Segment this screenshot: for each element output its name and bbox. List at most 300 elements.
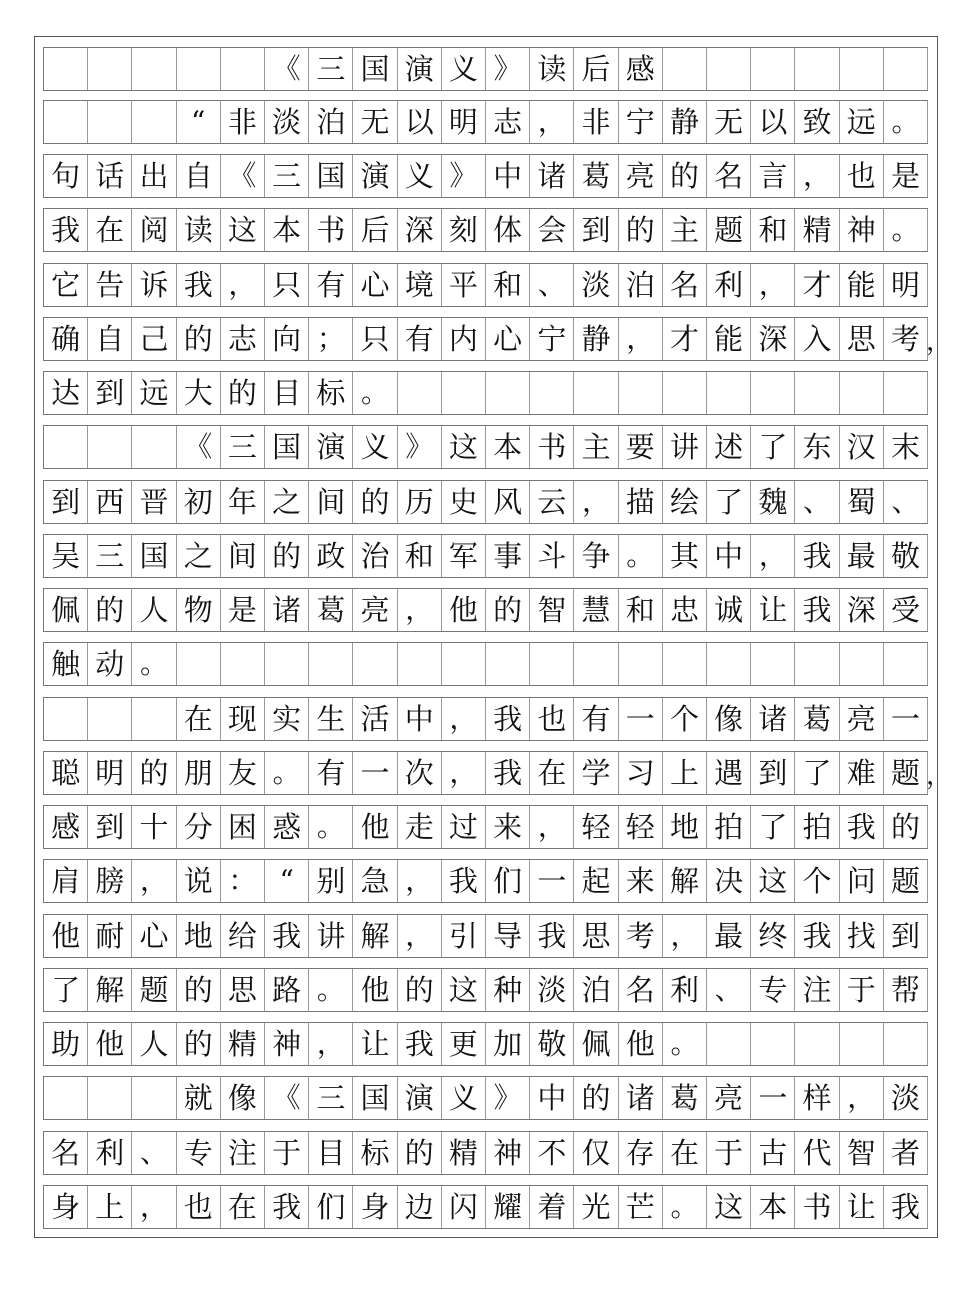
grid-cell: 在 [221, 1186, 265, 1228]
grid-cell: 芒 [619, 1186, 663, 1228]
grid-cell: 样 [795, 1077, 839, 1119]
grid-cell: 告 [88, 264, 132, 306]
grid-cell: 我 [795, 589, 839, 631]
grid-cell: 更 [442, 1023, 486, 1065]
grid-cell: 其 [663, 535, 707, 577]
grid-cell: 境 [398, 264, 442, 306]
grid-cell: 有 [398, 318, 442, 360]
grid-cell: 西 [88, 481, 132, 523]
grid-cell [44, 48, 88, 90]
grid-cell: 无 [707, 101, 751, 143]
grid-cell: 末 [884, 426, 928, 468]
grid-cell [707, 643, 751, 685]
grid-cell: 了 [707, 481, 751, 523]
grid-cell: 义 [353, 426, 397, 468]
grid-cell: 困 [221, 806, 265, 848]
grid-cell: 演 [398, 48, 442, 90]
grid-cell [840, 372, 884, 414]
grid-cell: 三 [309, 48, 353, 90]
grid-cell: 平 [442, 264, 486, 306]
grid-row [43, 534, 928, 578]
grid-cell: 间 [309, 481, 353, 523]
grid-cell: 引 [442, 915, 486, 957]
grid-row [43, 425, 928, 469]
grid-row [43, 480, 928, 524]
grid-cell: 和 [398, 535, 442, 577]
grid-cell: 葛 [795, 698, 839, 740]
grid-cell: 了 [751, 806, 795, 848]
grid-cell [795, 1023, 839, 1065]
grid-cell: 阅 [132, 209, 176, 251]
grid-cell [398, 643, 442, 685]
grid-cell: 解 [353, 915, 397, 957]
grid-cell: 了 [795, 752, 839, 794]
grid-cell: 演 [309, 426, 353, 468]
grid-cell: 斗 [530, 535, 574, 577]
grid-cell [751, 1023, 795, 1065]
grid-cell: 让 [840, 1186, 884, 1228]
grid-cell: 他 [88, 1023, 132, 1065]
grid-row [43, 968, 928, 1012]
grid-cell: 膀 [88, 860, 132, 902]
grid-cell [132, 101, 176, 143]
grid-cell: 以 [398, 101, 442, 143]
grid-cell: 书 [530, 426, 574, 468]
grid-cell: 来 [486, 806, 530, 848]
grid-cell: 分 [177, 806, 221, 848]
grid-cell: 。 [265, 752, 309, 794]
grid-cell: ， [221, 264, 265, 306]
grid-cell: 初 [177, 481, 221, 523]
grid-cell [707, 372, 751, 414]
grid-cell: 于 [265, 1132, 309, 1174]
grid-cell: ； [309, 318, 353, 360]
grid-cell: 利 [88, 1132, 132, 1174]
grid-cell: 一 [619, 698, 663, 740]
grid-cell: 题 [884, 860, 928, 902]
grid-cell: 志 [486, 101, 530, 143]
grid-cell: 能 [840, 264, 884, 306]
grid-cell: 有 [574, 698, 618, 740]
grid-cell: ， [530, 806, 574, 848]
margin-punctuation: ， [926, 760, 953, 791]
grid-cell: 神 [840, 209, 884, 251]
grid-cell: 友 [221, 752, 265, 794]
grid-cell: 一 [353, 752, 397, 794]
grid-cell: 有 [309, 752, 353, 794]
grid-cell: 就 [177, 1077, 221, 1119]
grid-cell: 在 [88, 209, 132, 251]
grid-cell: 名 [44, 1132, 88, 1174]
grid-cell: 明 [884, 264, 928, 306]
grid-cell: 一 [530, 860, 574, 902]
grid-cell: 的 [398, 1132, 442, 1174]
grid-cell: 也 [530, 698, 574, 740]
grid-cell: 泊 [309, 101, 353, 143]
grid-cell: 》 [486, 48, 530, 90]
grid-cell: 佩 [574, 1023, 618, 1065]
grid-cell [44, 426, 88, 468]
grid-cell: 入 [795, 318, 839, 360]
grid-cell: 只 [265, 264, 309, 306]
grid-cell: 我 [795, 535, 839, 577]
grid-cell: 《 [177, 426, 221, 468]
grid-cell: 耐 [88, 915, 132, 957]
grid-row [43, 154, 928, 198]
grid-cell: “ [265, 860, 309, 902]
grid-cell: 诸 [619, 1077, 663, 1119]
grid-cell: 。 [353, 372, 397, 414]
grid-cell: 地 [663, 806, 707, 848]
grid-cell: 他 [619, 1023, 663, 1065]
grid-cell: 光 [574, 1186, 618, 1228]
grid-cell: 注 [795, 969, 839, 1011]
grid-cell: 在 [530, 752, 574, 794]
grid-cell: 主 [574, 426, 618, 468]
grid-cell: 十 [132, 806, 176, 848]
grid-cell: 读 [530, 48, 574, 90]
grid-cell: 拍 [795, 806, 839, 848]
grid-cell: 、 [132, 1132, 176, 1174]
grid-cell: 中 [398, 698, 442, 740]
grid-cell: 佩 [44, 589, 88, 631]
grid-cell: 淡 [884, 1077, 928, 1119]
grid-cell: 给 [221, 915, 265, 957]
grid-cell: 帮 [884, 969, 928, 1011]
grid-cell: 军 [442, 535, 486, 577]
grid-cell: 魏 [751, 481, 795, 523]
grid-cell: 精 [795, 209, 839, 251]
grid-row [43, 100, 928, 144]
grid-cell: 确 [44, 318, 88, 360]
grid-cell: 的 [619, 209, 663, 251]
grid-cell: 能 [707, 318, 751, 360]
grid-cell: 感 [44, 806, 88, 848]
grid-cell: ， [309, 1023, 353, 1065]
grid-cell: 和 [486, 264, 530, 306]
grid-cell: 静 [574, 318, 618, 360]
grid-cell: 汉 [840, 426, 884, 468]
grid-cell [442, 372, 486, 414]
grid-cell: 智 [530, 589, 574, 631]
grid-cell: 的 [884, 806, 928, 848]
grid-cell: 拍 [707, 806, 751, 848]
grid-cell: 泊 [619, 264, 663, 306]
grid-cell: 着 [530, 1186, 574, 1228]
grid-row [43, 1185, 928, 1229]
grid-cell: ， [398, 589, 442, 631]
grid-cell: 是 [884, 155, 928, 197]
grid-cell [884, 48, 928, 90]
grid-cell: 和 [751, 209, 795, 251]
grid-cell: 导 [486, 915, 530, 957]
grid-cell: 感 [619, 48, 663, 90]
grid-cell: 晋 [132, 481, 176, 523]
grid-cell: 演 [353, 155, 397, 197]
grid-cell: 的 [486, 589, 530, 631]
grid-cell [751, 372, 795, 414]
grid-cell: 国 [309, 155, 353, 197]
grid-cell: 中 [530, 1077, 574, 1119]
grid-cell: ， [530, 101, 574, 143]
grid-cell [707, 1023, 751, 1065]
grid-cell: 精 [442, 1132, 486, 1174]
grid-cell: 主 [663, 209, 707, 251]
grid-cell: 治 [353, 535, 397, 577]
grid-cell [751, 48, 795, 90]
grid-cell: 达 [44, 372, 88, 414]
grid-cell: 深 [751, 318, 795, 360]
grid-cell [132, 426, 176, 468]
grid-cell: 走 [398, 806, 442, 848]
grid-row [43, 751, 928, 795]
grid-cell: 义 [442, 1077, 486, 1119]
grid-cell: 是 [221, 589, 265, 631]
grid-cell [795, 48, 839, 90]
grid-cell: 》 [398, 426, 442, 468]
grid-cell: ， [751, 264, 795, 306]
grid-cell: 宁 [619, 101, 663, 143]
grid-cell: ， [398, 860, 442, 902]
grid-cell: 东 [795, 426, 839, 468]
grid-cell: 上 [88, 1186, 132, 1228]
grid-cell: 明 [88, 752, 132, 794]
grid-cell: 出 [132, 155, 176, 197]
grid-cell: ， [795, 155, 839, 197]
grid-cell: 我 [265, 915, 309, 957]
grid-cell: 慧 [574, 589, 618, 631]
grid-cell [44, 1077, 88, 1119]
grid-cell: 向 [265, 318, 309, 360]
grid-cell: 我 [398, 1023, 442, 1065]
grid-cell: 身 [44, 1186, 88, 1228]
grid-cell: 轻 [574, 806, 618, 848]
grid-cell: 敬 [884, 535, 928, 577]
grid-cell [309, 643, 353, 685]
grid-cell: ， [442, 698, 486, 740]
grid-cell: 到 [44, 481, 88, 523]
grid-cell: 内 [442, 318, 486, 360]
grid-cell: 年 [221, 481, 265, 523]
grid-cell: 体 [486, 209, 530, 251]
grid-cell: 到 [88, 372, 132, 414]
grid-cell: 》 [486, 1077, 530, 1119]
grid-cell [795, 372, 839, 414]
grid-cell: 、 [795, 481, 839, 523]
grid-cell [88, 426, 132, 468]
grid-cell: 的 [177, 1023, 221, 1065]
grid-row [43, 588, 928, 632]
grid-cell: 这 [707, 1186, 751, 1228]
grid-cell: 活 [353, 698, 397, 740]
grid-cell: 忠 [663, 589, 707, 631]
grid-cell [707, 48, 751, 90]
grid-cell: 我 [486, 698, 530, 740]
grid-cell: 他 [44, 915, 88, 957]
grid-cell: 明 [442, 101, 486, 143]
grid-cell [88, 101, 132, 143]
grid-cell: 现 [221, 698, 265, 740]
grid-cell: 学 [574, 752, 618, 794]
grid-cell: 刻 [442, 209, 486, 251]
grid-cell [221, 48, 265, 90]
grid-row [43, 1076, 928, 1120]
grid-cell: 之 [265, 481, 309, 523]
grid-cell: 像 [707, 698, 751, 740]
grid-row [43, 859, 928, 903]
grid-cell [884, 372, 928, 414]
grid-cell: 题 [707, 209, 751, 251]
grid-cell: 聪 [44, 752, 88, 794]
grid-cell [44, 101, 88, 143]
grid-cell [486, 372, 530, 414]
grid-cell: 、 [530, 264, 574, 306]
grid-cell: 志 [221, 318, 265, 360]
grid-cell: 习 [619, 752, 663, 794]
grid-cell: 《 [265, 48, 309, 90]
grid-cell: ， [442, 752, 486, 794]
grid-cell: 事 [486, 535, 530, 577]
grid-cell: ， [751, 535, 795, 577]
grid-cell [574, 372, 618, 414]
grid-cell: 非 [574, 101, 618, 143]
grid-cell [442, 643, 486, 685]
grid-cell: 句 [44, 155, 88, 197]
grid-cell: 。 [132, 643, 176, 685]
grid-cell: 云 [530, 481, 574, 523]
grid-cell: 们 [486, 860, 530, 902]
grid-cell: 他 [353, 969, 397, 1011]
grid-cell: 会 [530, 209, 574, 251]
grid-cell: 代 [795, 1132, 839, 1174]
grid-cell: 耀 [486, 1186, 530, 1228]
grid-cell: 们 [309, 1186, 353, 1228]
grid-cell [884, 643, 928, 685]
grid-cell [574, 643, 618, 685]
grid-row [43, 697, 928, 741]
grid-cell: 遇 [707, 752, 751, 794]
grid-row [43, 208, 928, 252]
grid-cell: 。 [884, 209, 928, 251]
grid-cell: 心 [353, 264, 397, 306]
grid-cell: 他 [442, 589, 486, 631]
grid-cell: 三 [221, 426, 265, 468]
grid-cell: 、 [884, 481, 928, 523]
grid-cell: 述 [707, 426, 751, 468]
grid-cell: 以 [751, 101, 795, 143]
grid-cell: 到 [88, 806, 132, 848]
grid-cell: 者 [884, 1132, 928, 1174]
grid-cell: 静 [663, 101, 707, 143]
grid-cell: 三 [88, 535, 132, 577]
grid-cell: 到 [884, 915, 928, 957]
grid-cell [486, 643, 530, 685]
grid-cell: 的 [398, 969, 442, 1011]
grid-cell: 之 [177, 535, 221, 577]
grid-cell: 淡 [265, 101, 309, 143]
grid-cell: 国 [353, 1077, 397, 1119]
grid-cell: 在 [663, 1132, 707, 1174]
grid-cell: 最 [840, 535, 884, 577]
grid-cell: 心 [132, 915, 176, 957]
grid-cell: 解 [663, 860, 707, 902]
grid-cell: 我 [840, 806, 884, 848]
grid-cell: 。 [619, 535, 663, 577]
grid-cell: 实 [265, 698, 309, 740]
grid-cell: 助 [44, 1023, 88, 1065]
grid-cell: 描 [619, 481, 663, 523]
grid-cell: 才 [663, 318, 707, 360]
grid-cell: 让 [751, 589, 795, 631]
grid-cell: 于 [840, 969, 884, 1011]
grid-cell: 决 [707, 860, 751, 902]
grid-cell: 诸 [530, 155, 574, 197]
grid-cell: 我 [265, 1186, 309, 1228]
grid-cell: 问 [840, 860, 884, 902]
grid-cell [619, 643, 663, 685]
grid-cell [795, 643, 839, 685]
grid-cell: 他 [353, 806, 397, 848]
grid-cell [221, 643, 265, 685]
grid-cell: 才 [795, 264, 839, 306]
grid-row [43, 805, 928, 849]
grid-cell: 我 [177, 264, 221, 306]
grid-cell: 过 [442, 806, 486, 848]
grid-cell: 三 [309, 1077, 353, 1119]
grid-cell: 加 [486, 1023, 530, 1065]
grid-cell: 上 [663, 752, 707, 794]
grid-cell: 深 [398, 209, 442, 251]
grid-cell: 来 [619, 860, 663, 902]
grid-cell: 标 [353, 1132, 397, 1174]
grid-cell: 目 [265, 372, 309, 414]
grid-cell: 远 [840, 101, 884, 143]
grid-cell: 本 [265, 209, 309, 251]
grid-cell: 、 [707, 969, 751, 1011]
grid-cell: 深 [840, 589, 884, 631]
grid-cell: 蜀 [840, 481, 884, 523]
grid-cell: 注 [221, 1132, 265, 1174]
grid-cell: 绘 [663, 481, 707, 523]
grid-cell [530, 643, 574, 685]
grid-cell: 远 [132, 372, 176, 414]
grid-cell: 政 [309, 535, 353, 577]
grid-cell: 别 [309, 860, 353, 902]
grid-cell: 自 [177, 155, 221, 197]
grid-cell [663, 372, 707, 414]
grid-cell: 亮 [707, 1077, 751, 1119]
margin-punctuation: ， [926, 326, 953, 357]
grid-cell: 》 [442, 155, 486, 197]
grid-cell: 演 [398, 1077, 442, 1119]
grid-cell: 中 [486, 155, 530, 197]
grid-cell [663, 48, 707, 90]
grid-cell [398, 372, 442, 414]
grid-cell: “ [177, 101, 221, 143]
grid-cell: 触 [44, 643, 88, 685]
grid-cell: 不 [530, 1132, 574, 1174]
grid-cell: 思 [840, 318, 884, 360]
grid-cell: 在 [177, 698, 221, 740]
grid-cell: 智 [840, 1132, 884, 1174]
grid-cell: 种 [486, 969, 530, 1011]
grid-cell: 致 [795, 101, 839, 143]
grid-cell: 心 [486, 318, 530, 360]
grid-cell: ： [221, 860, 265, 902]
grid-cell: 争 [574, 535, 618, 577]
grid-cell [619, 372, 663, 414]
grid-cell [884, 1023, 928, 1065]
